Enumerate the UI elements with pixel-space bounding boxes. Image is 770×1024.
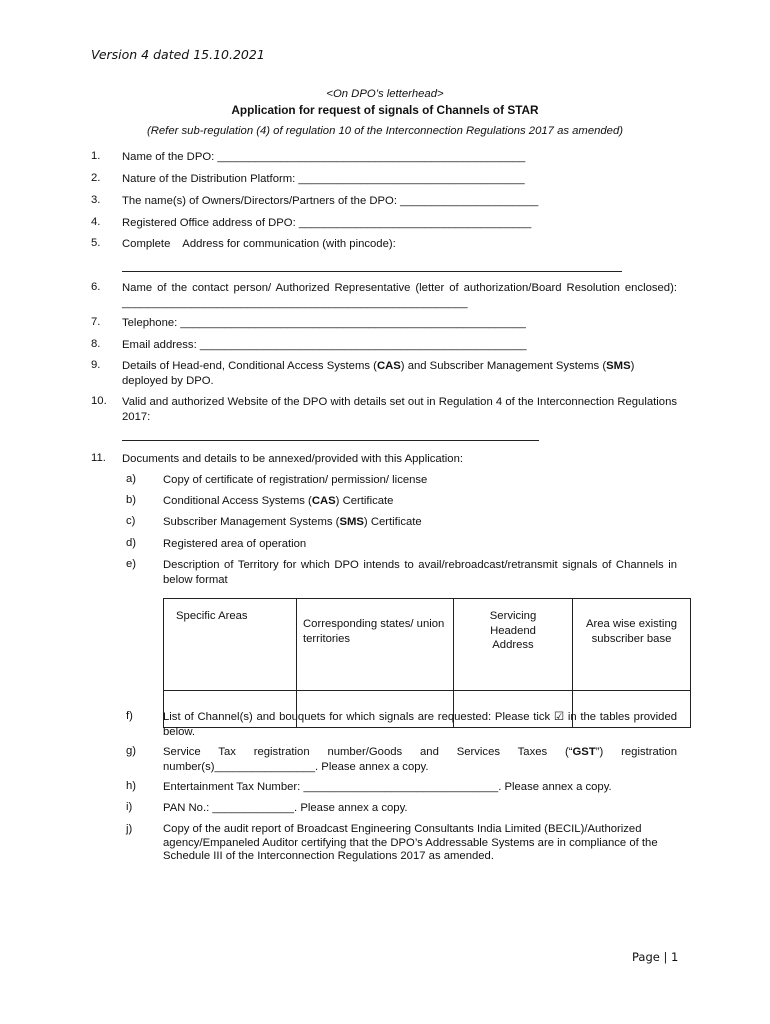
item-text: List of Channel(s) and bouquets for which signals are requested: Please tick — [163, 711, 551, 723]
item-number: 6. — [91, 281, 101, 293]
subitem-sms — [163, 515, 677, 530]
item-text: ”) registration number(s)________________. Please annex a copy. — [163, 746, 677, 773]
subitem-pan: PAN No.: _____________. Please annex a copy. — [163, 802, 408, 814]
sms-term: SMS — [606, 360, 631, 372]
contact-person-field: Name of the contact person/ Authorized Representative (letter of authorization/Board Resolution enclosed): _______________________________________________________ — [122, 282, 677, 309]
item-text: ) deployed by DPO. — [122, 360, 635, 387]
item-number: 11. — [91, 452, 106, 464]
table-header-cell: Corresponding states/ union territories — [297, 599, 454, 691]
subitem-label: g) — [126, 745, 137, 757]
subitem-certificate: Copy of certificate of registration/ permission/ license — [163, 474, 428, 486]
item-number: 7. — [91, 316, 101, 328]
subitem-area: Registered area of operation — [163, 538, 307, 550]
item-number: 2. — [91, 172, 101, 184]
letterhead-note: <On DPO’s letterhead> — [326, 88, 444, 100]
telephone-field: Telephone: _______________________________________________________ — [122, 317, 526, 329]
table-header-cell — [454, 599, 573, 691]
page-number: Page | 1 — [632, 950, 679, 964]
item-number: 5. — [91, 237, 101, 249]
table-header-text: Area wise existing subscriber base — [585, 618, 678, 645]
subitem-label: i) — [126, 801, 133, 813]
address-blank-line — [122, 271, 622, 272]
subitem-label: d) — [126, 537, 137, 549]
item-text: ) and Subscriber Management Systems ( — [400, 360, 607, 372]
table-header-cell — [573, 599, 691, 691]
table-header-cell: Specific Areas — [164, 599, 297, 691]
item-number: 8. — [91, 338, 101, 350]
subitem-label: j) — [126, 823, 133, 835]
document-subtitle: (Refer sub-regulation (4) of regulation 10 of the Interconnection Regulations 2017 as amended) — [146, 125, 624, 137]
sms-term: SMS — [339, 516, 364, 528]
checkbox-icon: ☑ — [553, 711, 565, 723]
table-header-text: Servicing Headend Address — [489, 610, 537, 651]
item-number: 9. — [91, 359, 101, 371]
gst-term: GST — [572, 746, 596, 758]
subitem-label: e) — [126, 558, 137, 570]
headend-details-item — [122, 359, 677, 388]
distribution-platform-field: Nature of the Distribution Platform: ____________________________________ — [122, 173, 525, 185]
version-text: Version 4 dated 15.10.2021 — [91, 47, 265, 62]
subitem-label: c) — [126, 515, 136, 527]
item-text: ) Certificate — [363, 516, 422, 528]
item-text: Conditional Access Systems ( — [163, 495, 312, 507]
territory-table — [163, 598, 691, 728]
subitem-label: f) — [126, 710, 133, 722]
item-text: ) Certificate — [335, 495, 394, 507]
subitem-audit-report: Copy of the audit report of Broadcast Engineering Consultants India Limited (BECIL)/Authorized agency/Empaneled Auditor certifying that the DPO’s Addressable Systems are in compliance of the Schedule III of the Interconnection Regulations 2017 as amended. — [163, 823, 658, 862]
subitem-entertainment-tax: Entertainment Tax Number: _______________________________. Please annex a copy. — [163, 781, 612, 793]
dpo-name-field: Name of the DPO: _________________________________________________ — [122, 151, 526, 163]
item-text: Details of Head-end, Conditional Access Systems ( — [122, 360, 377, 372]
email-field: Email address: ____________________________________________________ — [122, 339, 527, 351]
registered-office-field: Registered Office address of DPO: _____________________________________ — [122, 217, 532, 229]
subitem-cas — [163, 494, 677, 509]
subitem-label: h) — [126, 780, 137, 792]
item-number: 4. — [91, 216, 101, 228]
item-text: in the tables provided below. — [163, 711, 678, 738]
item-number: 10. — [91, 395, 107, 407]
website-item: Valid and authorized Website of the DPO with details set out in Regulation 4 of the Interconnection Regulations 2017: — [122, 396, 677, 423]
cas-term: CAS — [376, 360, 401, 372]
communication-address-label: Complete Address for communication (with pincode): — [122, 238, 396, 250]
document-title: Application for request of signals of Channels of STAR — [231, 103, 539, 117]
item-text: Subscriber Management Systems ( — [163, 516, 340, 528]
website-blank-line — [122, 440, 539, 441]
item-text: Service Tax registration number/Goods and Services Taxes (“ — [163, 746, 573, 758]
subitem-channel-list — [163, 710, 677, 739]
item-number: 1. — [91, 150, 101, 162]
subitem-label: a) — [126, 473, 137, 485]
subitem-territory: Description of Territory for which DPO intends to avail/rebroadcast/retransmit signals of Channels in below format — [163, 559, 677, 586]
owners-field: The name(s) of Owners/Directors/Partners of the DPO: ______________________ — [122, 195, 539, 207]
cas-term: CAS — [311, 495, 336, 507]
subitem-gst — [163, 745, 677, 774]
subitem-label: b) — [126, 494, 137, 506]
documents-heading: Documents and details to be annexed/provided with this Application: — [122, 453, 464, 465]
table-header-row — [164, 599, 691, 691]
item-number: 3. — [91, 194, 101, 206]
